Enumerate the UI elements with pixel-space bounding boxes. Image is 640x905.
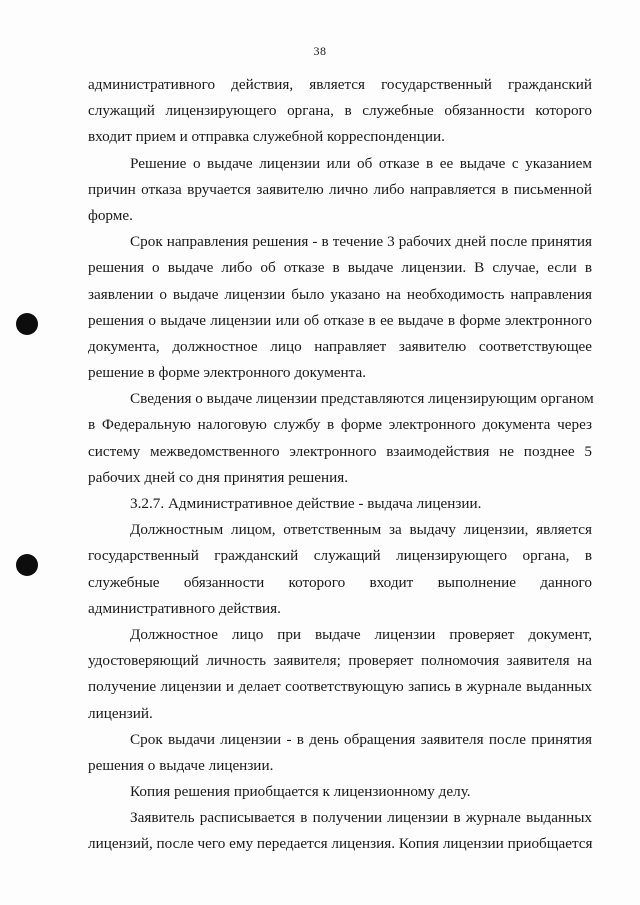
- text-line: лицензий, после чего ему передается лицензия. Копия лицензии приобщается: [88, 835, 593, 853]
- punch-hole-top: [16, 313, 38, 335]
- text-line: административного действия, является государственный гражданский: [88, 76, 592, 93]
- text-line: Заявитель расписывается в получении лицензии в журнале выданных: [130, 809, 592, 827]
- page-number: 38: [313, 44, 327, 58]
- text-line: причин отказа вручается заявителю лично либо направляется в письменной: [88, 180, 592, 198]
- text-line: форме.: [88, 206, 133, 224]
- text-line: заявлении о выдаче лицензии было указано на необходимость направления: [88, 285, 592, 303]
- text-line: государственный гражданский служащий лицензирующего органа, в: [88, 547, 592, 565]
- text-line: лицензий.: [88, 704, 153, 722]
- text-line: Срок направления решения - в течение 3 рабочих дней после принятия: [130, 233, 592, 251]
- text-line: решения о выдаче лицензии.: [88, 756, 274, 774]
- text-line: Срок выдачи лицензии - в день обращения заявителя после принятия: [130, 730, 592, 748]
- text-line: систему межведомственного электронного взаимодействия не позднее 5: [88, 442, 592, 460]
- text-line: удостоверяющий личность заявителя; проверяет полномочия заявителя на: [88, 652, 592, 670]
- text-line: решение в форме электронного документа.: [88, 364, 367, 382]
- text-line: решения о выдаче лицензии или об отказе в ее выдаче в форме электронного: [88, 311, 592, 329]
- text-line: получение лицензии и делает соответствующую запись в журнале выданных: [88, 678, 592, 696]
- text-line: в Федеральную налоговую службу в форме электронного документа через: [88, 416, 592, 434]
- text-line: документа, должностное лицо направляет заявителю соответствующее: [88, 337, 592, 355]
- text-line: Сведения о выдаче лицензии представляются лицензирующим органом: [130, 390, 594, 408]
- text-line: служащий лицензирующего органа, в служебные обязанности которого: [88, 102, 592, 120]
- text-line: Должностным лицом, ответственным за выдачу лицензии, является: [130, 521, 592, 539]
- text-line: служебные обязанности которого входит выполнение данного: [88, 573, 592, 591]
- document-body-text: [88, 72, 592, 858]
- text-line: 3.2.7. Административное действие - выдача лицензии.: [130, 495, 482, 512]
- text-line: решения о выдаче либо об отказе в выдаче лицензии. В случае, если в: [88, 259, 592, 277]
- text-line: входит прием и отправка служебной корреспонденции.: [88, 128, 445, 146]
- text-line: административного действия.: [88, 599, 281, 617]
- text-line: рабочих дней со дня принятия решения.: [88, 468, 349, 486]
- text-line: Должностное лицо при выдаче лицензии проверяет документ,: [130, 625, 592, 643]
- text-line: Решение о выдаче лицензии или об отказе в ее выдаче с указанием: [130, 154, 592, 172]
- punch-hole-bottom: [16, 554, 38, 576]
- text-line: Копия решения приобщается к лицензионному делу.: [130, 783, 471, 801]
